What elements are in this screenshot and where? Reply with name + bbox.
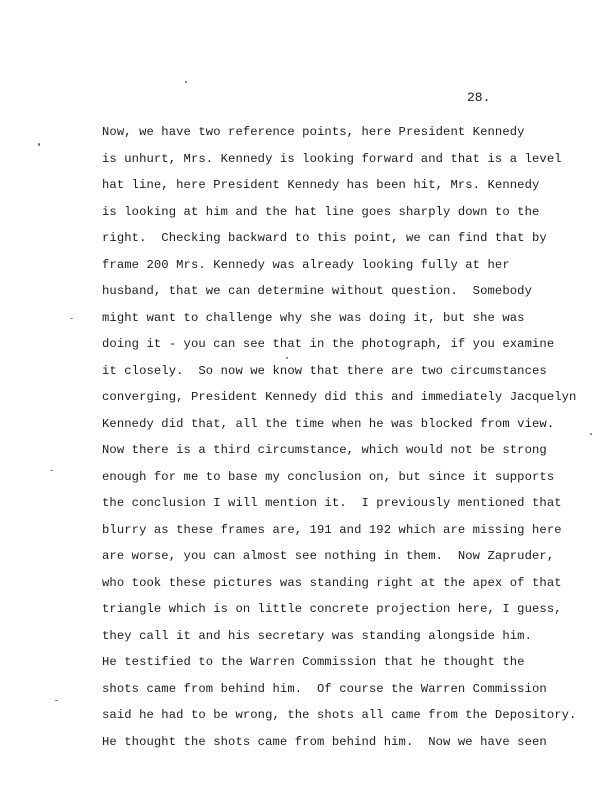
text-line: hat line, here President Kennedy has been hit, Mrs. Kennedy xyxy=(102,178,540,192)
page-number: 28. xyxy=(467,90,491,105)
text-line: might want to challenge why she was doing it, but she was xyxy=(102,310,525,325)
scan-speck xyxy=(38,143,40,146)
scan-speck xyxy=(286,357,288,359)
scan-speck xyxy=(70,318,73,319)
scan-speck xyxy=(50,470,53,471)
text-line: right. Checking backward to this point, we can find that by xyxy=(102,231,547,245)
text-line: shots came from behind him. Of course the Warren Commission xyxy=(102,681,547,696)
text-line: is unhurt, Mrs. Kennedy is looking forward and that is a level xyxy=(102,151,562,166)
scan-speck xyxy=(185,81,187,83)
text-line: converging, President Kennedy did this and immediately Jacquelyn xyxy=(102,390,577,404)
text-line: husband, that we can determine without question. Somebody xyxy=(102,284,532,298)
text-line: Kennedy did that, all the time when he was blocked from view. xyxy=(102,416,555,431)
text-line: the conclusion I will mention it. I previously mentioned that xyxy=(102,496,562,510)
text-line: Now there is a third circumstance, which would not be strong xyxy=(102,443,547,457)
text-line: is looking at him and the hat line goes sharply down to the xyxy=(102,204,540,219)
text-line: said he had to be wrong, the shots all came from the Depository. xyxy=(102,708,577,722)
text-line: doing it - you can see that in the photograph, if you examine xyxy=(102,337,555,351)
scan-speck xyxy=(55,700,58,701)
text-line: He thought the shots came from behind him. Now we have seen xyxy=(102,734,547,749)
text-line: triangle which is on little concrete projection here, I guess, xyxy=(102,602,562,616)
text-line: they call it and his secretary was standing alongside him. xyxy=(102,628,532,643)
text-line: blurry as these frames are, 191 and 192 which are missing here xyxy=(102,522,562,537)
scan-speck xyxy=(590,433,592,435)
text-line: it closely. So now we know that there are two circumstances xyxy=(102,363,547,378)
text-line: frame 200 Mrs. Kennedy was already looking fully at her xyxy=(102,257,510,272)
text-line: He testified to the Warren Commission that he thought the xyxy=(102,655,525,669)
text-line: enough for me to base my conclusion on, but since it supports xyxy=(102,469,555,484)
text-line: are worse, you can almost see nothing in them. Now Zapruder, xyxy=(102,549,555,563)
body-text xyxy=(102,119,602,755)
text-line: who took these pictures was standing right at the apex of that xyxy=(102,575,562,590)
text-line: Now, we have two reference points, here President Kennedy xyxy=(102,125,525,139)
